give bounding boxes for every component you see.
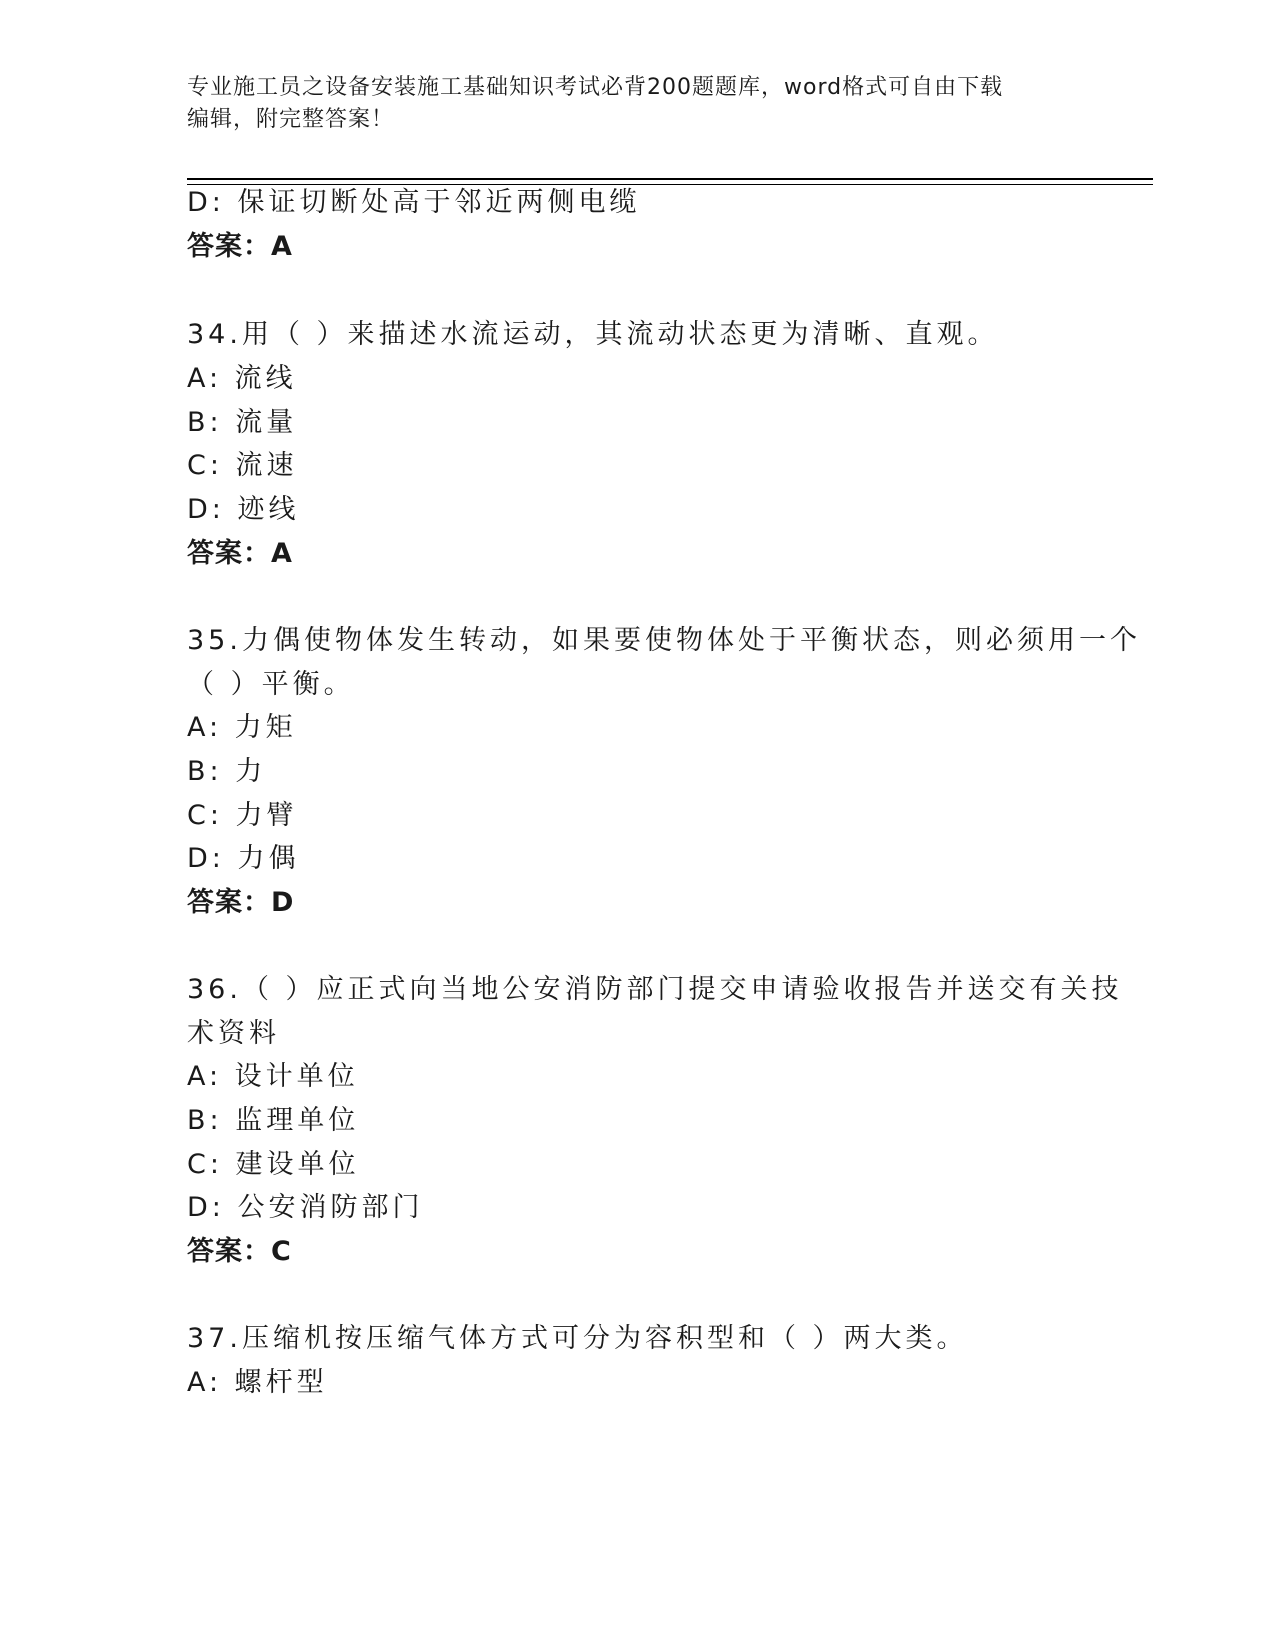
q36-answer: 答案：C bbox=[187, 1236, 292, 1267]
q35-stem-line-2: （ ）平衡。 bbox=[187, 669, 355, 700]
q36-option-c: C: 建设单位 bbox=[187, 1149, 360, 1180]
q36-option-d: D: 公安消防部门 bbox=[187, 1192, 424, 1223]
prev-option-d: D: 保证切断处高于邻近两侧电缆 bbox=[187, 187, 641, 218]
q34-option-d: D: 迹线 bbox=[187, 494, 300, 525]
header-line-2: 编辑，附完整答案！ bbox=[187, 107, 395, 132]
q34-option-c: C: 流速 bbox=[187, 450, 298, 481]
prev-answer: 答案：A bbox=[187, 231, 293, 262]
q36-option-b: B: 监理单位 bbox=[187, 1105, 360, 1136]
q36-option-a: A: 设计单位 bbox=[187, 1061, 359, 1092]
q34-option-b: B: 流量 bbox=[187, 407, 298, 438]
q37-option-a: A: 螺杆型 bbox=[187, 1367, 328, 1398]
header-line-1: 专业施工员之设备安装施工基础知识考试必背200题题库，word格式可自由下载 bbox=[187, 75, 1004, 100]
q34-option-a: A: 流线 bbox=[187, 363, 297, 394]
q35-option-d: D: 力偶 bbox=[187, 843, 300, 874]
q35-option-a: A: 力矩 bbox=[187, 712, 297, 743]
q36-stem-line-2: 术资料 bbox=[187, 1018, 280, 1049]
header-divider-thick bbox=[187, 178, 1153, 180]
q34-stem: 34.用（ ）来描述水流运动，其流动状态更为清晰、直观。 bbox=[187, 319, 999, 350]
q34-answer: 答案：A bbox=[187, 538, 293, 569]
q35-option-b: B: 力 bbox=[187, 756, 267, 787]
q36-stem-line-1: 36.（ ）应正式向当地公安消防部门提交申请验收报告并送交有关技 bbox=[187, 974, 1123, 1005]
header-divider-thin bbox=[187, 184, 1153, 185]
document-header bbox=[187, 72, 1067, 136]
q37-stem: 37.压缩机按压缩气体方式可分为容积型和（ ）两大类。 bbox=[187, 1323, 968, 1354]
q35-option-c: C: 力臂 bbox=[187, 800, 298, 831]
q35-answer: 答案：D bbox=[187, 887, 295, 918]
q35-stem-line-1: 35.力偶使物体发生转动，如果要使物体处于平衡状态，则必须用一个 bbox=[187, 625, 1141, 656]
